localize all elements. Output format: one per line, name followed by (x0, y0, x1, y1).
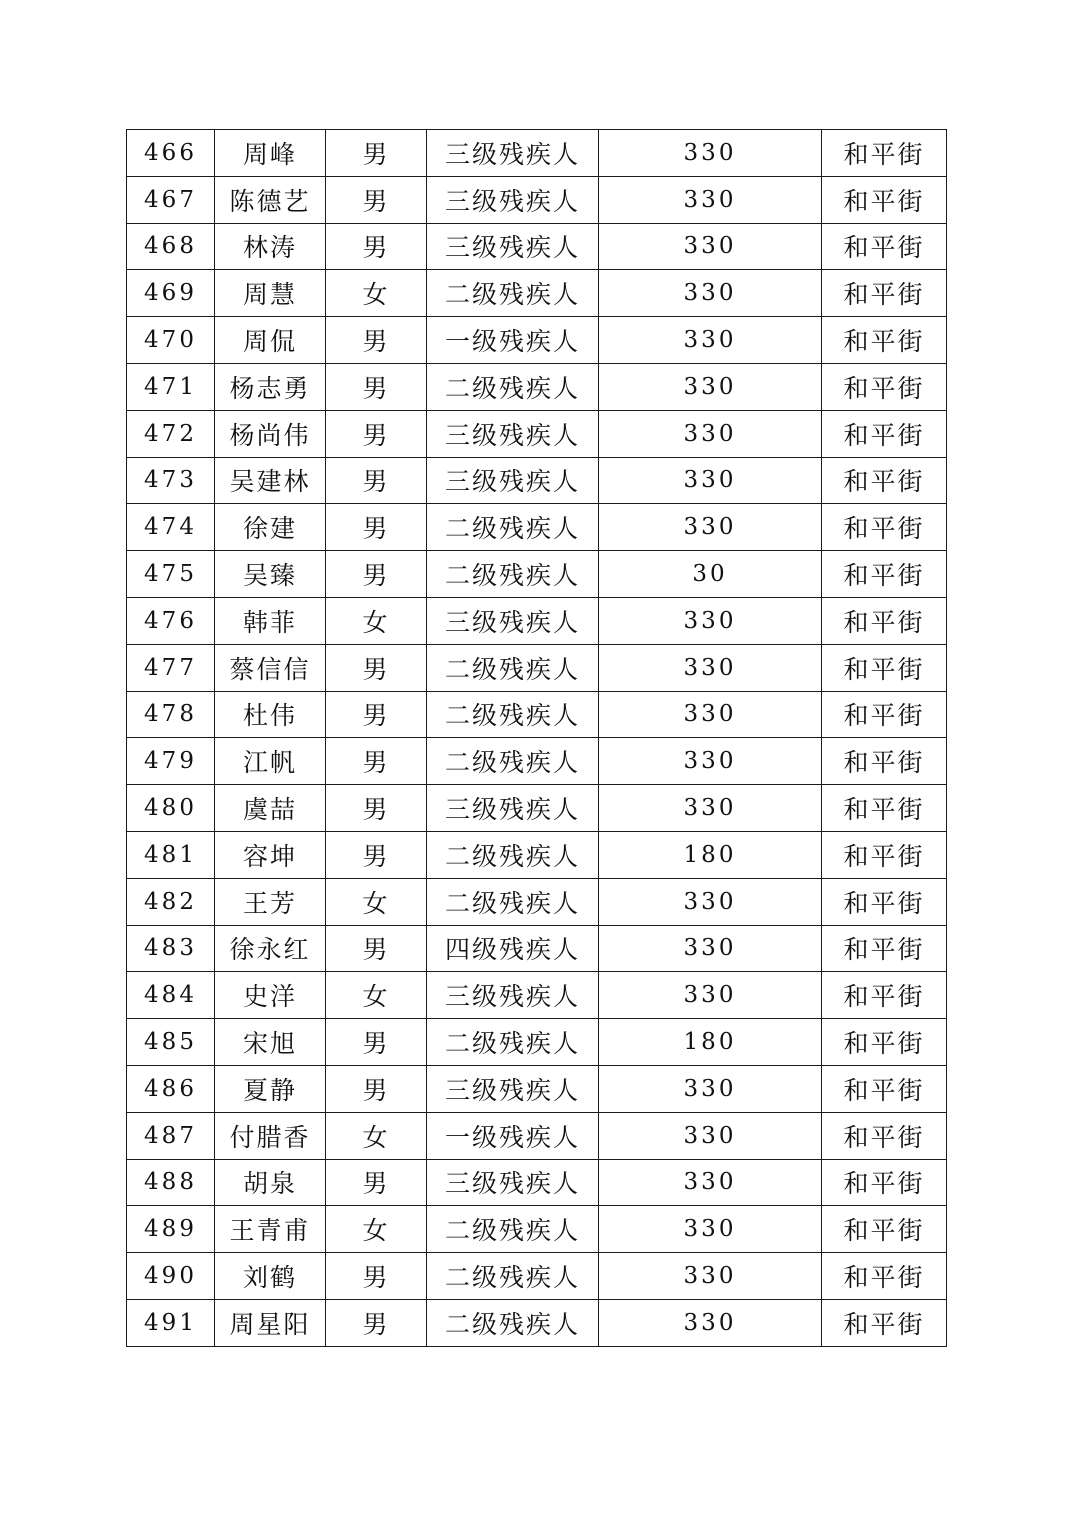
gender-cell: 男 (326, 130, 427, 177)
serial-number-cell: 491 (127, 1299, 215, 1346)
amount-cell: 330 (599, 644, 822, 691)
table-row (127, 457, 947, 504)
amount-cell: 330 (599, 270, 822, 317)
name-cell: 周慧 (215, 270, 326, 317)
amount-cell: 330 (599, 457, 822, 504)
serial-number-cell: 480 (127, 785, 215, 832)
disability-level-cell: 二级残疾人 (427, 738, 599, 785)
disability-level-cell: 二级残疾人 (427, 1019, 599, 1066)
table-row (127, 1019, 947, 1066)
serial-number-cell: 472 (127, 410, 215, 457)
disability-level-cell: 三级残疾人 (427, 130, 599, 177)
amount-cell: 30 (599, 551, 822, 598)
disability-level-cell: 三级残疾人 (427, 1065, 599, 1112)
amount-cell: 330 (599, 1299, 822, 1346)
amount-cell: 330 (599, 925, 822, 972)
serial-number-cell: 483 (127, 925, 215, 972)
name-cell: 杨志勇 (215, 363, 326, 410)
amount-cell: 330 (599, 878, 822, 925)
amount-cell: 330 (599, 738, 822, 785)
serial-number-cell: 490 (127, 1253, 215, 1300)
table-row (127, 878, 947, 925)
gender-cell: 男 (326, 363, 427, 410)
gender-cell: 女 (326, 1112, 427, 1159)
serial-number-cell: 488 (127, 1159, 215, 1206)
name-cell: 胡泉 (215, 1159, 326, 1206)
table-row (127, 504, 947, 551)
serial-number-cell: 473 (127, 457, 215, 504)
table-row (127, 223, 947, 270)
gender-cell: 男 (326, 410, 427, 457)
table-row (127, 176, 947, 223)
disability-level-cell: 二级残疾人 (427, 1206, 599, 1253)
table-row (127, 551, 947, 598)
disability-level-cell: 二级残疾人 (427, 1299, 599, 1346)
serial-number-cell: 469 (127, 270, 215, 317)
street-cell: 和平街 (822, 504, 947, 551)
disability-level-cell: 二级残疾人 (427, 691, 599, 738)
amount-cell: 330 (599, 691, 822, 738)
amount-cell: 330 (599, 1065, 822, 1112)
gender-cell: 男 (326, 1159, 427, 1206)
gender-cell: 女 (326, 878, 427, 925)
table-row (127, 270, 947, 317)
street-cell: 和平街 (822, 130, 947, 177)
name-cell: 杨尚伟 (215, 410, 326, 457)
table-row (127, 1065, 947, 1112)
disability-level-cell: 四级残疾人 (427, 925, 599, 972)
table-row (127, 317, 947, 364)
amount-cell: 330 (599, 130, 822, 177)
name-cell: 周星阳 (215, 1299, 326, 1346)
disability-level-cell: 三级残疾人 (427, 972, 599, 1019)
street-cell: 和平街 (822, 1065, 947, 1112)
disability-level-cell: 二级残疾人 (427, 270, 599, 317)
disability-level-cell: 三级残疾人 (427, 457, 599, 504)
name-cell: 韩菲 (215, 597, 326, 644)
street-cell: 和平街 (822, 1112, 947, 1159)
gender-cell: 男 (326, 644, 427, 691)
serial-number-cell: 489 (127, 1206, 215, 1253)
name-cell: 宋旭 (215, 1019, 326, 1066)
disability-level-cell: 三级残疾人 (427, 410, 599, 457)
street-cell: 和平街 (822, 785, 947, 832)
amount-cell: 330 (599, 223, 822, 270)
gender-cell: 男 (326, 831, 427, 878)
serial-number-cell: 477 (127, 644, 215, 691)
name-cell: 容坤 (215, 831, 326, 878)
street-cell: 和平街 (822, 1253, 947, 1300)
street-cell: 和平街 (822, 691, 947, 738)
street-cell: 和平街 (822, 1019, 947, 1066)
disability-level-cell: 三级残疾人 (427, 785, 599, 832)
serial-number-cell: 474 (127, 504, 215, 551)
disability-level-cell: 二级残疾人 (427, 644, 599, 691)
gender-cell: 男 (326, 785, 427, 832)
amount-cell: 180 (599, 831, 822, 878)
name-cell: 史洋 (215, 972, 326, 1019)
table-row (127, 691, 947, 738)
street-cell: 和平街 (822, 972, 947, 1019)
serial-number-cell: 471 (127, 363, 215, 410)
street-cell: 和平街 (822, 878, 947, 925)
gender-cell: 男 (326, 317, 427, 364)
table-row (127, 1253, 947, 1300)
serial-number-cell: 470 (127, 317, 215, 364)
serial-number-cell: 466 (127, 130, 215, 177)
street-cell: 和平街 (822, 270, 947, 317)
amount-cell: 330 (599, 597, 822, 644)
table-row (127, 831, 947, 878)
street-cell: 和平街 (822, 925, 947, 972)
table-row (127, 644, 947, 691)
street-cell: 和平街 (822, 457, 947, 504)
gender-cell: 女 (326, 972, 427, 1019)
disability-level-cell: 二级残疾人 (427, 363, 599, 410)
disability-level-cell: 三级残疾人 (427, 176, 599, 223)
name-cell: 江帆 (215, 738, 326, 785)
gender-cell: 男 (326, 1019, 427, 1066)
gender-cell: 男 (326, 1065, 427, 1112)
gender-cell: 男 (326, 1299, 427, 1346)
roster-table (126, 129, 947, 1347)
disability-level-cell: 二级残疾人 (427, 1253, 599, 1300)
gender-cell: 女 (326, 270, 427, 317)
street-cell: 和平街 (822, 1159, 947, 1206)
serial-number-cell: 484 (127, 972, 215, 1019)
disability-level-cell: 一级残疾人 (427, 1112, 599, 1159)
name-cell: 杜伟 (215, 691, 326, 738)
name-cell: 徐建 (215, 504, 326, 551)
street-cell: 和平街 (822, 1299, 947, 1346)
street-cell: 和平街 (822, 410, 947, 457)
table-row (127, 1299, 947, 1346)
table-row (127, 738, 947, 785)
name-cell: 林涛 (215, 223, 326, 270)
gender-cell: 男 (326, 738, 427, 785)
amount-cell: 180 (599, 1019, 822, 1066)
street-cell: 和平街 (822, 1206, 947, 1253)
disability-level-cell: 二级残疾人 (427, 504, 599, 551)
name-cell: 虞喆 (215, 785, 326, 832)
amount-cell: 330 (599, 176, 822, 223)
street-cell: 和平街 (822, 363, 947, 410)
amount-cell: 330 (599, 410, 822, 457)
name-cell: 周侃 (215, 317, 326, 364)
serial-number-cell: 476 (127, 597, 215, 644)
gender-cell: 男 (326, 504, 427, 551)
amount-cell: 330 (599, 1206, 822, 1253)
name-cell: 王青甫 (215, 1206, 326, 1253)
amount-cell: 330 (599, 317, 822, 364)
disability-level-cell: 二级残疾人 (427, 551, 599, 598)
table-row (127, 925, 947, 972)
gender-cell: 男 (326, 223, 427, 270)
gender-cell: 男 (326, 691, 427, 738)
name-cell: 徐永红 (215, 925, 326, 972)
roster-table-body (127, 130, 947, 1347)
amount-cell: 330 (599, 504, 822, 551)
amount-cell: 330 (599, 785, 822, 832)
disability-level-cell: 二级残疾人 (427, 878, 599, 925)
street-cell: 和平街 (822, 551, 947, 598)
table-row (127, 410, 947, 457)
disability-level-cell: 三级残疾人 (427, 597, 599, 644)
serial-number-cell: 485 (127, 1019, 215, 1066)
name-cell: 刘鹤 (215, 1253, 326, 1300)
amount-cell: 330 (599, 972, 822, 1019)
gender-cell: 男 (326, 551, 427, 598)
serial-number-cell: 467 (127, 176, 215, 223)
gender-cell: 男 (326, 1253, 427, 1300)
serial-number-cell: 486 (127, 1065, 215, 1112)
serial-number-cell: 478 (127, 691, 215, 738)
serial-number-cell: 475 (127, 551, 215, 598)
table-row (127, 972, 947, 1019)
table-row (127, 1112, 947, 1159)
street-cell: 和平街 (822, 738, 947, 785)
gender-cell: 女 (326, 597, 427, 644)
name-cell: 夏静 (215, 1065, 326, 1112)
serial-number-cell: 468 (127, 223, 215, 270)
disability-level-cell: 三级残疾人 (427, 1159, 599, 1206)
name-cell: 蔡信信 (215, 644, 326, 691)
amount-cell: 330 (599, 1112, 822, 1159)
table-row (127, 597, 947, 644)
amount-cell: 330 (599, 1159, 822, 1206)
table-row (127, 1159, 947, 1206)
gender-cell: 男 (326, 925, 427, 972)
name-cell: 吴臻 (215, 551, 326, 598)
disability-level-cell: 二级残疾人 (427, 831, 599, 878)
name-cell: 王芳 (215, 878, 326, 925)
name-cell: 陈德艺 (215, 176, 326, 223)
table-row (127, 130, 947, 177)
disability-level-cell: 三级残疾人 (427, 223, 599, 270)
name-cell: 周峰 (215, 130, 326, 177)
street-cell: 和平街 (822, 223, 947, 270)
street-cell: 和平街 (822, 831, 947, 878)
serial-number-cell: 479 (127, 738, 215, 785)
street-cell: 和平街 (822, 644, 947, 691)
table-row (127, 363, 947, 410)
name-cell: 付腊香 (215, 1112, 326, 1159)
gender-cell: 女 (326, 1206, 427, 1253)
serial-number-cell: 487 (127, 1112, 215, 1159)
gender-cell: 男 (326, 457, 427, 504)
gender-cell: 男 (326, 176, 427, 223)
table-row (127, 1206, 947, 1253)
disability-level-cell: 一级残疾人 (427, 317, 599, 364)
amount-cell: 330 (599, 363, 822, 410)
table-row (127, 785, 947, 832)
serial-number-cell: 481 (127, 831, 215, 878)
serial-number-cell: 482 (127, 878, 215, 925)
amount-cell: 330 (599, 1253, 822, 1300)
street-cell: 和平街 (822, 317, 947, 364)
name-cell: 吴建林 (215, 457, 326, 504)
street-cell: 和平街 (822, 176, 947, 223)
street-cell: 和平街 (822, 597, 947, 644)
